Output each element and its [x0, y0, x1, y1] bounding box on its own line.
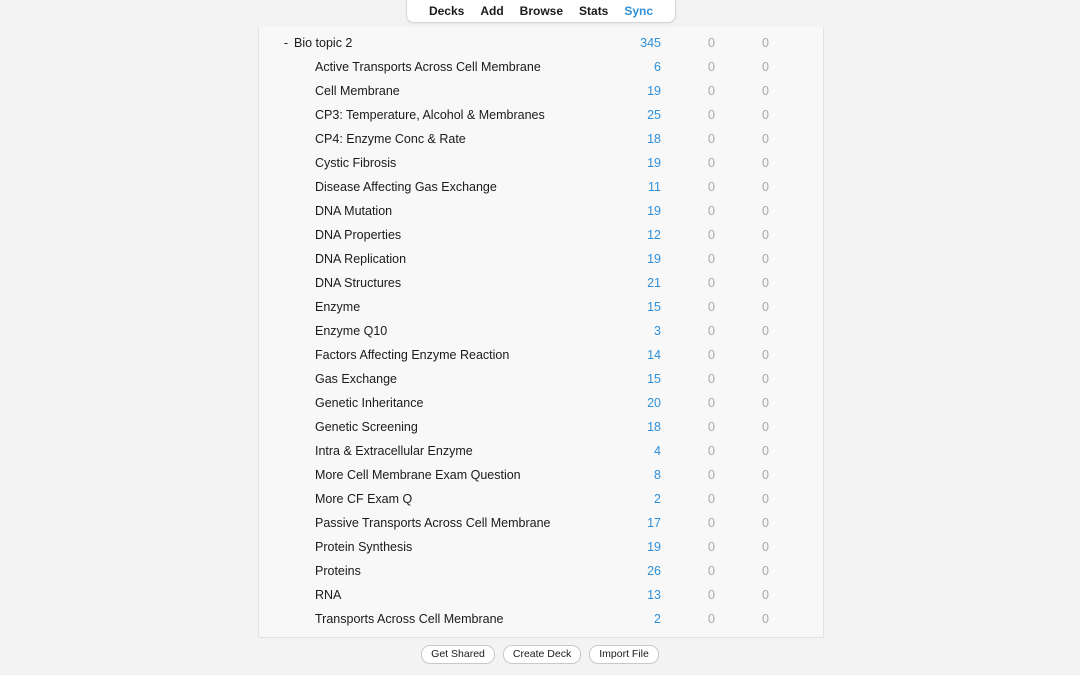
new-count: 19 [647, 540, 661, 554]
deck-name[interactable]: Enzyme [315, 300, 361, 314]
deck-name[interactable]: DNA Mutation [315, 204, 393, 218]
deck-row [259, 415, 823, 439]
deck-name[interactable]: Proteins [315, 564, 361, 578]
deck-row [259, 559, 823, 583]
deck-row [259, 223, 823, 247]
new-count: 15 [647, 372, 661, 386]
new-count: 13 [647, 588, 661, 602]
new-count: 19 [647, 84, 661, 98]
learn-count: 0 [708, 300, 715, 314]
due-count: 0 [762, 372, 769, 386]
due-count: 0 [762, 36, 769, 50]
new-count: 3 [654, 324, 661, 338]
top-toolbar [406, 0, 676, 23]
due-count: 0 [762, 612, 769, 626]
deck-row [259, 487, 823, 511]
learn-count: 0 [708, 468, 715, 482]
sync-button[interactable]: Sync [624, 4, 654, 18]
deck-row [259, 367, 823, 391]
learn-count: 0 [708, 204, 715, 218]
deck-list [258, 27, 824, 638]
learn-count: 0 [708, 36, 715, 50]
deck-row [259, 607, 823, 631]
deck-row [259, 103, 823, 127]
new-count: 14 [647, 348, 661, 362]
deck-name[interactable]: Gas Exchange [315, 372, 397, 386]
deck-name[interactable]: DNA Replication [315, 252, 407, 266]
new-count: 12 [647, 228, 661, 242]
new-count: 15 [647, 300, 661, 314]
deck-name[interactable]: Intra & Extracellular Enzyme [315, 444, 473, 458]
deck-row [259, 535, 823, 559]
bottom-bar [0, 645, 1080, 665]
new-count: 18 [647, 420, 661, 434]
new-count: 26 [647, 564, 661, 578]
learn-count: 0 [708, 516, 715, 530]
stats-button[interactable]: Stats [579, 4, 609, 18]
due-count: 0 [762, 60, 769, 74]
deck-row [259, 511, 823, 535]
due-count: 0 [762, 84, 769, 98]
deck-name[interactable]: CP3: Temperature, Alcohol & Membranes [315, 108, 545, 122]
learn-count: 0 [708, 540, 715, 554]
new-count: 2 [654, 492, 661, 506]
deck-row [259, 175, 823, 199]
learn-count: 0 [708, 612, 715, 626]
deck-name[interactable]: More CF Exam Q [315, 492, 413, 506]
deck-name[interactable]: DNA Structures [315, 276, 402, 290]
deck-name[interactable]: Enzyme Q10 [315, 324, 388, 338]
deck-row [259, 463, 823, 487]
learn-count: 0 [708, 156, 715, 170]
collapse-toggle[interactable]: - [283, 36, 289, 50]
learn-count: 0 [708, 348, 715, 362]
new-count: 6 [654, 60, 661, 74]
learn-count: 0 [708, 60, 715, 74]
due-count: 0 [762, 516, 769, 530]
learn-count: 0 [708, 252, 715, 266]
deck-row [259, 295, 823, 319]
learn-count: 0 [708, 372, 715, 386]
deck-row [259, 55, 823, 79]
learn-count: 0 [708, 108, 715, 122]
deck-name[interactable]: CP4: Enzyme Conc & Rate [315, 132, 466, 146]
deck-name[interactable]: RNA [315, 588, 342, 602]
due-count: 0 [762, 444, 769, 458]
due-count: 0 [762, 108, 769, 122]
deck-name[interactable]: Cystic Fibrosis [315, 156, 397, 170]
get-shared-button[interactable]: Get Shared [421, 645, 495, 664]
deck-name[interactable]: Active Transports Across Cell Membrane [315, 60, 541, 74]
learn-count: 0 [708, 588, 715, 602]
new-count: 345 [640, 36, 661, 50]
learn-count: 0 [708, 132, 715, 146]
learn-count: 0 [708, 228, 715, 242]
learn-count: 0 [708, 324, 715, 338]
due-count: 0 [762, 540, 769, 554]
deck-row [259, 391, 823, 415]
deck-row [259, 247, 823, 271]
due-count: 0 [762, 588, 769, 602]
deck-row [259, 319, 823, 343]
due-count: 0 [762, 252, 769, 266]
due-count: 0 [762, 348, 769, 362]
deck-name[interactable]: Protein Synthesis [315, 540, 413, 554]
new-count: 11 [648, 180, 661, 194]
deck-name[interactable]: Passive Transports Across Cell Membrane [315, 516, 551, 530]
deck-row [259, 79, 823, 103]
new-count: 19 [647, 252, 661, 266]
add-button[interactable]: Add [480, 4, 504, 18]
new-count: 19 [647, 204, 661, 218]
deck-name[interactable]: Genetic Screening [315, 420, 418, 434]
learn-count: 0 [708, 444, 715, 458]
new-count: 4 [654, 444, 661, 458]
deck-name[interactable]: More Cell Membrane Exam Question [315, 468, 521, 482]
learn-count: 0 [708, 180, 715, 194]
import-file-button[interactable]: Import File [589, 645, 659, 664]
decks-button[interactable]: Decks [428, 4, 465, 18]
due-count: 0 [762, 396, 769, 410]
create-deck-button[interactable]: Create Deck [503, 645, 581, 664]
due-count: 0 [762, 180, 769, 194]
deck-name[interactable]: Cell Membrane [315, 84, 400, 98]
due-count: 0 [762, 492, 769, 506]
new-count: 20 [647, 396, 661, 410]
learn-count: 0 [708, 564, 715, 578]
due-count: 0 [762, 132, 769, 146]
new-count: 25 [647, 108, 661, 122]
deck-row [259, 127, 823, 151]
deck-row [259, 343, 823, 367]
deck-name[interactable]: DNA Properties [315, 228, 402, 242]
due-count: 0 [762, 156, 769, 170]
deck-name[interactable]: Factors Affecting Enzyme Reaction [315, 348, 510, 362]
deck-row [259, 151, 823, 175]
due-count: 0 [762, 228, 769, 242]
learn-count: 0 [708, 84, 715, 98]
deck-name[interactable]: Bio topic 2 [294, 36, 353, 50]
new-count: 2 [654, 612, 661, 626]
learn-count: 0 [708, 420, 715, 434]
deck-row [259, 583, 823, 607]
new-count: 17 [647, 516, 661, 530]
due-count: 0 [762, 420, 769, 434]
deck-name[interactable]: Transports Across Cell Membrane [315, 612, 504, 626]
browse-button[interactable]: Browse [519, 4, 564, 18]
learn-count: 0 [708, 396, 715, 410]
due-count: 0 [762, 300, 769, 314]
deck-row [259, 199, 823, 223]
deck-row [259, 439, 823, 463]
deck-name[interactable]: Disease Affecting Gas Exchange [315, 180, 497, 194]
learn-count: 0 [708, 276, 715, 290]
due-count: 0 [762, 276, 769, 290]
deck-name[interactable]: Genetic Inheritance [315, 396, 424, 410]
new-count: 19 [647, 156, 661, 170]
due-count: 0 [762, 468, 769, 482]
new-count: 21 [647, 276, 661, 290]
deck-row [259, 271, 823, 295]
due-count: 0 [762, 564, 769, 578]
new-count: 18 [647, 132, 661, 146]
due-count: 0 [762, 324, 769, 338]
due-count: 0 [762, 204, 769, 218]
new-count: 8 [654, 468, 661, 482]
learn-count: 0 [708, 492, 715, 506]
deck-row-parent [259, 31, 823, 55]
